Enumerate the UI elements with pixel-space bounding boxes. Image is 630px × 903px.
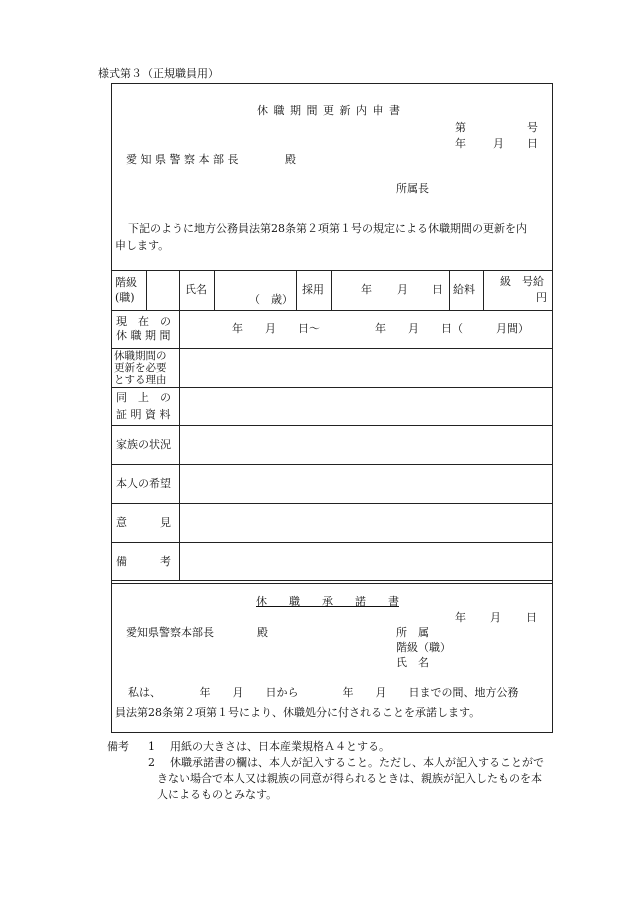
reason-label-3: とする理由 — [114, 374, 167, 386]
name-label: 氏名 — [185, 283, 207, 296]
hire-month: 月 — [397, 283, 408, 296]
doc-number-go: 号 — [527, 121, 538, 134]
table-line — [111, 425, 553, 426]
app-addressee: 愛 知 県 警 察 本 部 長 — [126, 153, 239, 166]
note2-number: 2 — [148, 756, 155, 769]
app-sender: 所属長 — [396, 182, 429, 195]
form-label: 様式第３（正規職員用） — [98, 67, 219, 80]
consent-body-line2: 員法第28条第２項第１号により、休職処分に付されることを承諾します。 — [115, 706, 481, 719]
table-line — [214, 270, 215, 310]
current-period-label-2: 休 職 期 間 — [116, 329, 171, 342]
consent-date-day: 日 — [526, 611, 537, 624]
age-text: （ 歳） — [249, 293, 293, 306]
consent-addressee-honorific: 殿 — [257, 626, 268, 639]
consent-name-label: 氏 名 — [396, 656, 429, 669]
hire-year: 年 — [361, 283, 372, 296]
application-title: 休 職 期 間 更 新 内 申 書 — [257, 104, 401, 117]
app-addressee-honorific: 殿 — [285, 153, 296, 166]
note2-line1: 休職承諾書の欄は、本人が記入すること。ただし、本人が記入することがで — [170, 756, 544, 769]
app-date-year: 年 — [455, 137, 466, 150]
grade-text: 級 号給 — [500, 275, 544, 288]
table-line — [111, 580, 553, 581]
consent-date-month: 月 — [490, 611, 501, 624]
hire-label: 採用 — [302, 283, 324, 296]
note2-line2: きない場合で本人又は親族の同意が得られるときは、親族が記入したものを本 — [157, 772, 542, 785]
table-line — [111, 542, 553, 543]
yen-label: 円 — [536, 291, 547, 304]
app-date-month: 月 — [493, 137, 504, 150]
table-line — [296, 270, 297, 310]
table-line — [111, 270, 553, 271]
consent-date-year: 年 — [455, 611, 466, 624]
notes-heading: 備考 — [107, 740, 129, 753]
note1-number: 1 — [148, 740, 155, 753]
note1-text: 用紙の大きさは、日本産業規格Ａ４とする。 — [170, 740, 390, 753]
reason-label-2: 更新を必要 — [114, 362, 167, 374]
rank-label-line2: (職) — [115, 291, 135, 304]
reason-label-1: 休職期間の — [114, 350, 167, 362]
proof-label-2: 証 明 資 料 — [116, 408, 171, 421]
table-line — [331, 270, 332, 310]
family-label: 家族の状況 — [116, 438, 171, 451]
note2-line3: 人によるものとみなす。 — [157, 788, 278, 801]
table-line — [111, 464, 553, 465]
table-line — [483, 270, 484, 310]
table-line — [449, 270, 450, 310]
app-body-line2: 申します。 — [115, 239, 170, 252]
app-date-day: 日 — [527, 137, 538, 150]
table-line — [111, 583, 553, 584]
table-line — [179, 270, 180, 580]
app-body-line1: 下記のように地方公務員法第28条第２項第１号の規定による休職期間の更新を内 — [128, 222, 527, 235]
consent-title: 休 職 承 諾 書 — [256, 595, 399, 608]
salary-label: 給料 — [453, 283, 475, 296]
proof-label-1: 同 上 の — [116, 391, 171, 404]
current-period-label-1: 現 在 の — [116, 315, 171, 328]
consent-body-line1: 私は、 年 月 日から 年 月 日までの間、地方公務 — [128, 686, 519, 699]
consent-addressee: 愛知県警察本部長 — [126, 626, 214, 639]
table-line — [111, 348, 553, 349]
table-line — [111, 503, 553, 504]
doc-number-dai: 第 — [455, 121, 466, 134]
consent-rank-label: 階級（職） — [396, 641, 451, 654]
table-line — [111, 387, 553, 388]
table-line — [111, 310, 553, 311]
remarks-label: 備 考 — [116, 555, 171, 568]
current-period-value: 年 月 日～ 年 月 日（ 月間） — [232, 322, 529, 335]
wish-label: 本人の希望 — [116, 477, 171, 490]
hire-day: 日 — [432, 283, 443, 296]
consent-affiliation-label: 所 属 — [396, 626, 429, 639]
table-line — [146, 270, 147, 310]
opinion-label: 意 見 — [116, 516, 171, 529]
rank-label-line1: 階級 — [115, 276, 137, 289]
